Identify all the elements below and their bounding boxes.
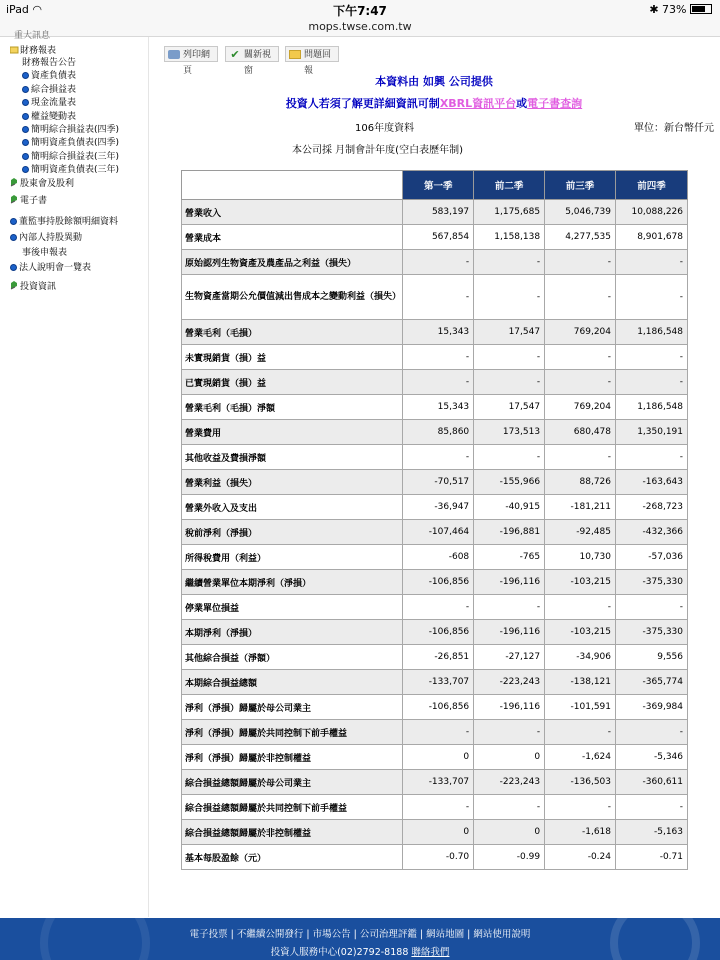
detail-notice — [148, 95, 720, 111]
value-cell: 0 — [474, 745, 545, 770]
value-cell: - — [616, 445, 688, 470]
value-cell: 17,547 — [474, 320, 545, 345]
value-cell: 8,901,678 — [616, 225, 688, 250]
sidebar-item-label: 簡明綜合損益表(四季) — [31, 125, 120, 135]
value-cell: - — [545, 795, 616, 820]
value-cell: -369,984 — [616, 695, 688, 720]
wifi-icon: ◠ — [32, 3, 43, 16]
value-cell: - — [616, 275, 688, 320]
column-header: 前二季 — [474, 171, 545, 200]
table-row — [182, 445, 688, 470]
value-cell: - — [616, 370, 688, 395]
sidebar-item[interactable] — [22, 98, 76, 109]
value-cell: 583,197 — [403, 200, 474, 225]
site-footer — [0, 918, 720, 960]
sidebar-item[interactable] — [22, 248, 67, 259]
value-cell: - — [545, 445, 616, 470]
value-cell: -0.70 — [403, 845, 474, 870]
value-cell: - — [616, 595, 688, 620]
sidebar-item-label: 資產負債表 — [31, 71, 77, 81]
row-label: 停業單位損益 — [182, 595, 403, 620]
url-text: mops.twse.com.tw — [308, 20, 412, 33]
battery-icon — [690, 4, 712, 14]
table-row — [182, 695, 688, 720]
value-cell: 1,350,191 — [616, 420, 688, 445]
value-cell: - — [474, 370, 545, 395]
table-row — [182, 275, 688, 320]
table-row — [182, 320, 688, 345]
table-row — [182, 495, 688, 520]
value-cell: -196,116 — [474, 695, 545, 720]
checkmark-icon: ✔ — [230, 48, 240, 61]
sidebar-item[interactable] — [10, 263, 91, 274]
value-cell: - — [545, 370, 616, 395]
value-cell: -155,966 — [474, 470, 545, 495]
row-label: 稅前淨利（淨損） — [182, 520, 403, 545]
sidebar-item[interactable] — [10, 195, 47, 207]
value-cell: -103,215 — [545, 620, 616, 645]
value-cell: -196,116 — [474, 570, 545, 595]
value-cell: 15,343 — [403, 320, 474, 345]
table-row — [182, 720, 688, 745]
table-row — [182, 820, 688, 845]
value-cell: -223,243 — [474, 770, 545, 795]
row-label: 淨利（淨損）歸屬於非控制權益 — [182, 745, 403, 770]
value-cell: - — [545, 720, 616, 745]
value-cell: -57,036 — [616, 545, 688, 570]
bullet-icon — [10, 264, 17, 271]
row-label: 未實現銷貨（損）益 — [182, 345, 403, 370]
service-hotline: 投資人服務中心(02)2792-8188 — [270, 947, 409, 958]
folder-icon — [10, 45, 18, 53]
value-cell: -36,947 — [403, 495, 474, 520]
value-cell: -106,856 — [403, 570, 474, 595]
row-label: 生物資產當期公允價值減出售成本之變動利益（損失） — [182, 275, 403, 320]
income-statement-table — [181, 170, 688, 870]
currency-unit: 單位：新台幣仟元 — [634, 123, 714, 134]
table-row — [182, 620, 688, 645]
value-cell: - — [403, 445, 474, 470]
table-row — [182, 250, 688, 275]
sidebar-item-label: 簡明資產負債表(三年) — [31, 165, 120, 175]
separator: | — [416, 929, 427, 940]
value-cell: -106,856 — [403, 695, 474, 720]
value-cell: -196,116 — [474, 620, 545, 645]
value-cell: -107,464 — [403, 520, 474, 545]
value-cell: - — [403, 795, 474, 820]
sidebar-item[interactable] — [22, 112, 76, 123]
value-cell: -375,330 — [616, 620, 688, 645]
sidebar-item[interactable] — [22, 71, 76, 82]
ebook-query-link[interactable]: 電子書查詢 — [527, 97, 583, 110]
footer-link[interactable]: 電子投票 — [189, 929, 228, 940]
value-cell: -26,851 — [403, 645, 474, 670]
sidebar-item[interactable] — [22, 125, 119, 136]
value-cell: - — [616, 250, 688, 275]
value-cell: -223,243 — [474, 670, 545, 695]
bullet-icon — [22, 72, 29, 79]
value-cell: -5,163 — [616, 820, 688, 845]
table-row — [182, 745, 688, 770]
column-header: 第一季 — [403, 171, 474, 200]
separator: | — [464, 929, 474, 940]
value-cell: 9,556 — [616, 645, 688, 670]
value-cell: - — [474, 275, 545, 320]
close-window-button[interactable] — [225, 46, 279, 76]
sidebar-item[interactable] — [10, 281, 56, 293]
url-bar[interactable] — [0, 20, 720, 37]
row-label: 淨利（淨損）歸屬於母公司業主 — [182, 695, 403, 720]
value-cell: - — [545, 595, 616, 620]
value-cell: -5,346 — [616, 745, 688, 770]
row-label: 原始認列生物資產及農產品之利益（損失） — [182, 250, 403, 275]
row-label: 營業毛利（毛損） — [182, 320, 403, 345]
value-cell: -106,856 — [403, 620, 474, 645]
print-page-button[interactable] — [164, 46, 218, 76]
value-cell: -103,215 — [545, 570, 616, 595]
value-cell: - — [474, 720, 545, 745]
sidebar-item[interactable] — [22, 152, 119, 163]
value-cell: -268,723 — [616, 495, 688, 520]
value-cell: 1,186,548 — [616, 395, 688, 420]
value-cell: 85,860 — [403, 420, 474, 445]
row-label: 營業利益（損失） — [182, 470, 403, 495]
footer-link[interactable]: 不繼續公開發行 — [236, 929, 304, 940]
value-cell: - — [403, 275, 474, 320]
sidebar-item-label: 電子書 — [20, 196, 48, 206]
value-cell: - — [403, 250, 474, 275]
bullet-icon — [22, 126, 29, 133]
value-cell: -365,774 — [616, 670, 688, 695]
bullet-icon — [10, 234, 17, 241]
sidebar-item-label: 現金流量表 — [31, 98, 77, 108]
value-cell: - — [545, 275, 616, 320]
value-cell: - — [403, 720, 474, 745]
bullet-icon — [22, 99, 29, 106]
sidebar-item[interactable] — [10, 178, 74, 190]
sidebar-item[interactable] — [22, 165, 119, 176]
footer-link[interactable]: 市場公告 — [312, 929, 351, 940]
value-cell: - — [474, 445, 545, 470]
table-row — [182, 370, 688, 395]
leaf-icon — [10, 281, 18, 289]
table-row — [182, 225, 688, 250]
separator: | — [227, 929, 237, 940]
table-row — [182, 520, 688, 545]
xbrl-platform-link[interactable]: XBRL資訊平台 — [439, 97, 517, 110]
row-label: 繼續營業單位本期淨利（淨損） — [182, 570, 403, 595]
row-label: 淨利（淨損）歸屬於共同控制下前手權益 — [182, 720, 403, 745]
sidebar-item-label: 財務報表 — [20, 46, 57, 56]
value-cell: - — [474, 345, 545, 370]
footer-link[interactable]: 公司治理評鑑 — [359, 929, 417, 940]
value-cell: -101,591 — [545, 695, 616, 720]
value-cell: -360,611 — [616, 770, 688, 795]
value-cell: -1,618 — [545, 820, 616, 845]
row-label: 營業成本 — [182, 225, 403, 250]
row-label: 基本每股盈餘（元） — [182, 845, 403, 870]
column-header: 前三季 — [545, 171, 616, 200]
row-label: 本期綜合損益總額 — [182, 670, 403, 695]
envelope-icon — [289, 50, 301, 59]
table-row — [182, 570, 688, 595]
footer-link[interactable]: 網站使用說明 — [473, 929, 531, 940]
sidebar-item-label: 權益變動表 — [31, 112, 77, 122]
table-row — [182, 770, 688, 795]
value-cell: - — [545, 345, 616, 370]
value-cell: -40,915 — [474, 495, 545, 520]
row-label: 營業收入 — [182, 200, 403, 225]
value-cell: -163,643 — [616, 470, 688, 495]
bullet-icon — [22, 166, 29, 173]
sidebar-item[interactable] — [22, 85, 76, 96]
table-row — [182, 200, 688, 225]
table-row — [182, 795, 688, 820]
bullet-icon — [22, 86, 29, 93]
feedback-label: 問題回報 — [304, 50, 332, 76]
value-cell: 769,204 — [545, 395, 616, 420]
value-cell: - — [616, 345, 688, 370]
print-label: 列印網頁 — [183, 50, 211, 76]
value-cell: -133,707 — [403, 770, 474, 795]
value-cell: - — [616, 795, 688, 820]
row-label: 營業外收入及支出 — [182, 495, 403, 520]
value-cell: 15,343 — [403, 395, 474, 420]
value-cell: -133,707 — [403, 670, 474, 695]
value-cell: - — [474, 795, 545, 820]
sidebar-item-label: 內部人持股異動 — [19, 233, 83, 243]
value-cell: 567,854 — [403, 225, 474, 250]
table-header-row — [182, 171, 688, 200]
row-label: 已實現銷貨（損）益 — [182, 370, 403, 395]
ios-status-bar — [0, 0, 720, 22]
sidebar-item-label: 股東會及股利 — [20, 179, 75, 189]
provider-notice: 本資料由 如興 公司提供 — [375, 75, 493, 88]
table-row — [182, 670, 688, 695]
footer-service — [0, 944, 720, 958]
row-label: 綜合損益總額歸屬於母公司業主 — [182, 770, 403, 795]
value-cell: -181,211 — [545, 495, 616, 520]
value-cell: -27,127 — [474, 645, 545, 670]
sidebar-item-label: 事後申報表 — [22, 248, 68, 258]
value-cell: 1,186,548 — [616, 320, 688, 345]
clock: 下午7:47 — [333, 4, 387, 18]
row-label: 其他收益及費損淨額 — [182, 445, 403, 470]
contact-us-link[interactable]: 聯絡我們 — [411, 947, 450, 958]
header-label-cell — [182, 171, 403, 200]
value-cell: 0 — [403, 745, 474, 770]
row-label: 本期淨利（淨損） — [182, 620, 403, 645]
row-label: 營業費用 — [182, 420, 403, 445]
value-cell: 4,277,535 — [545, 225, 616, 250]
value-cell: 0 — [403, 820, 474, 845]
value-cell: 10,088,226 — [616, 200, 688, 225]
value-cell: -0.24 — [545, 845, 616, 870]
table-row — [182, 345, 688, 370]
value-cell: - — [403, 370, 474, 395]
footer-links — [0, 926, 720, 940]
row-label: 綜合損益總額歸屬於非控制權益 — [182, 820, 403, 845]
value-cell: -92,485 — [545, 520, 616, 545]
value-cell: 1,158,138 — [474, 225, 545, 250]
sidebar-item-label: 簡明資產負債表(四季) — [31, 138, 120, 148]
value-cell: 10,730 — [545, 545, 616, 570]
value-cell: -136,503 — [545, 770, 616, 795]
device-label: iPad ◠ — [6, 3, 43, 16]
value-cell: -0.99 — [474, 845, 545, 870]
notice-text: 投資人若須了解更詳細資訊可制 — [285, 97, 440, 110]
table-row — [182, 470, 688, 495]
separator: | — [303, 929, 313, 940]
value-cell: -34,906 — [545, 645, 616, 670]
sidebar-item[interactable] — [10, 45, 56, 57]
value-cell: - — [403, 345, 474, 370]
column-header: 前四季 — [616, 171, 688, 200]
sidebar-item[interactable] — [22, 58, 76, 69]
value-cell: -608 — [403, 545, 474, 570]
value-cell: 0 — [474, 820, 545, 845]
bullet-icon — [10, 218, 17, 225]
sidebar-item-label: 投資資訊 — [20, 282, 57, 292]
sidebar-item-label: 簡明綜合損益表(三年) — [31, 152, 120, 162]
sidebar-nav — [0, 31, 149, 917]
leaf-icon — [10, 178, 18, 186]
sidebar-item[interactable] — [10, 217, 118, 228]
sidebar-item-label: 法人說明會一覽表 — [19, 263, 92, 273]
table-row — [182, 420, 688, 445]
value-cell: -196,881 — [474, 520, 545, 545]
table-row — [182, 395, 688, 420]
table-row — [182, 645, 688, 670]
value-cell: - — [545, 250, 616, 275]
row-label: 所得稅費用（利益） — [182, 545, 403, 570]
row-label: 其他綜合損益（淨額） — [182, 645, 403, 670]
value-cell: -432,366 — [616, 520, 688, 545]
value-cell: 17,547 — [474, 395, 545, 420]
fiscal-basis: 本公司採 月制會計年度(空白表歷年制) — [292, 145, 463, 156]
value-cell: - — [474, 250, 545, 275]
battery-indicator: ✱ 73% — [649, 3, 712, 16]
value-cell: -138,121 — [545, 670, 616, 695]
value-cell: 1,175,685 — [474, 200, 545, 225]
bullet-icon — [22, 153, 29, 160]
sidebar-item-label: 綜合損益表 — [31, 85, 77, 95]
value-cell: - — [474, 595, 545, 620]
or-text: 或 — [516, 97, 528, 110]
sidebar-item[interactable] — [22, 138, 119, 149]
report-problem-button[interactable] — [285, 46, 339, 76]
bullet-icon — [22, 113, 29, 120]
bluetooth-icon: ✱ — [649, 3, 659, 16]
sidebar-item[interactable] — [10, 233, 82, 244]
table-row — [182, 595, 688, 620]
row-label: 營業毛利（毛損）淨額 — [182, 395, 403, 420]
value-cell: 173,513 — [474, 420, 545, 445]
footer-link[interactable]: 網站地圖 — [426, 929, 465, 940]
table-row — [182, 845, 688, 870]
value-cell: -70,517 — [403, 470, 474, 495]
printer-icon — [168, 50, 180, 59]
value-cell: 769,204 — [545, 320, 616, 345]
value-cell: -0.71 — [616, 845, 688, 870]
value-cell: 88,726 — [545, 470, 616, 495]
leaf-icon — [10, 195, 18, 203]
row-label: 綜合損益總額歸屬於共同控制下前手權益 — [182, 795, 403, 820]
table-row — [182, 545, 688, 570]
sidebar-item-cut[interactable]: 重大訊息 — [14, 31, 51, 41]
fiscal-year: 106年度資料 — [355, 123, 415, 134]
value-cell: - — [616, 720, 688, 745]
value-cell: - — [403, 595, 474, 620]
sidebar-item-label: 董監事持股餘額明細資料 — [19, 217, 119, 227]
close-label: 關新視窗 — [244, 50, 272, 76]
separator: | — [350, 929, 360, 940]
value-cell: -375,330 — [616, 570, 688, 595]
value-cell: 680,478 — [545, 420, 616, 445]
value-cell: 5,046,739 — [545, 200, 616, 225]
bullet-icon — [22, 139, 29, 146]
value-cell: -765 — [474, 545, 545, 570]
value-cell: -1,624 — [545, 745, 616, 770]
sidebar-item-label: 財務報告公告 — [22, 58, 77, 68]
